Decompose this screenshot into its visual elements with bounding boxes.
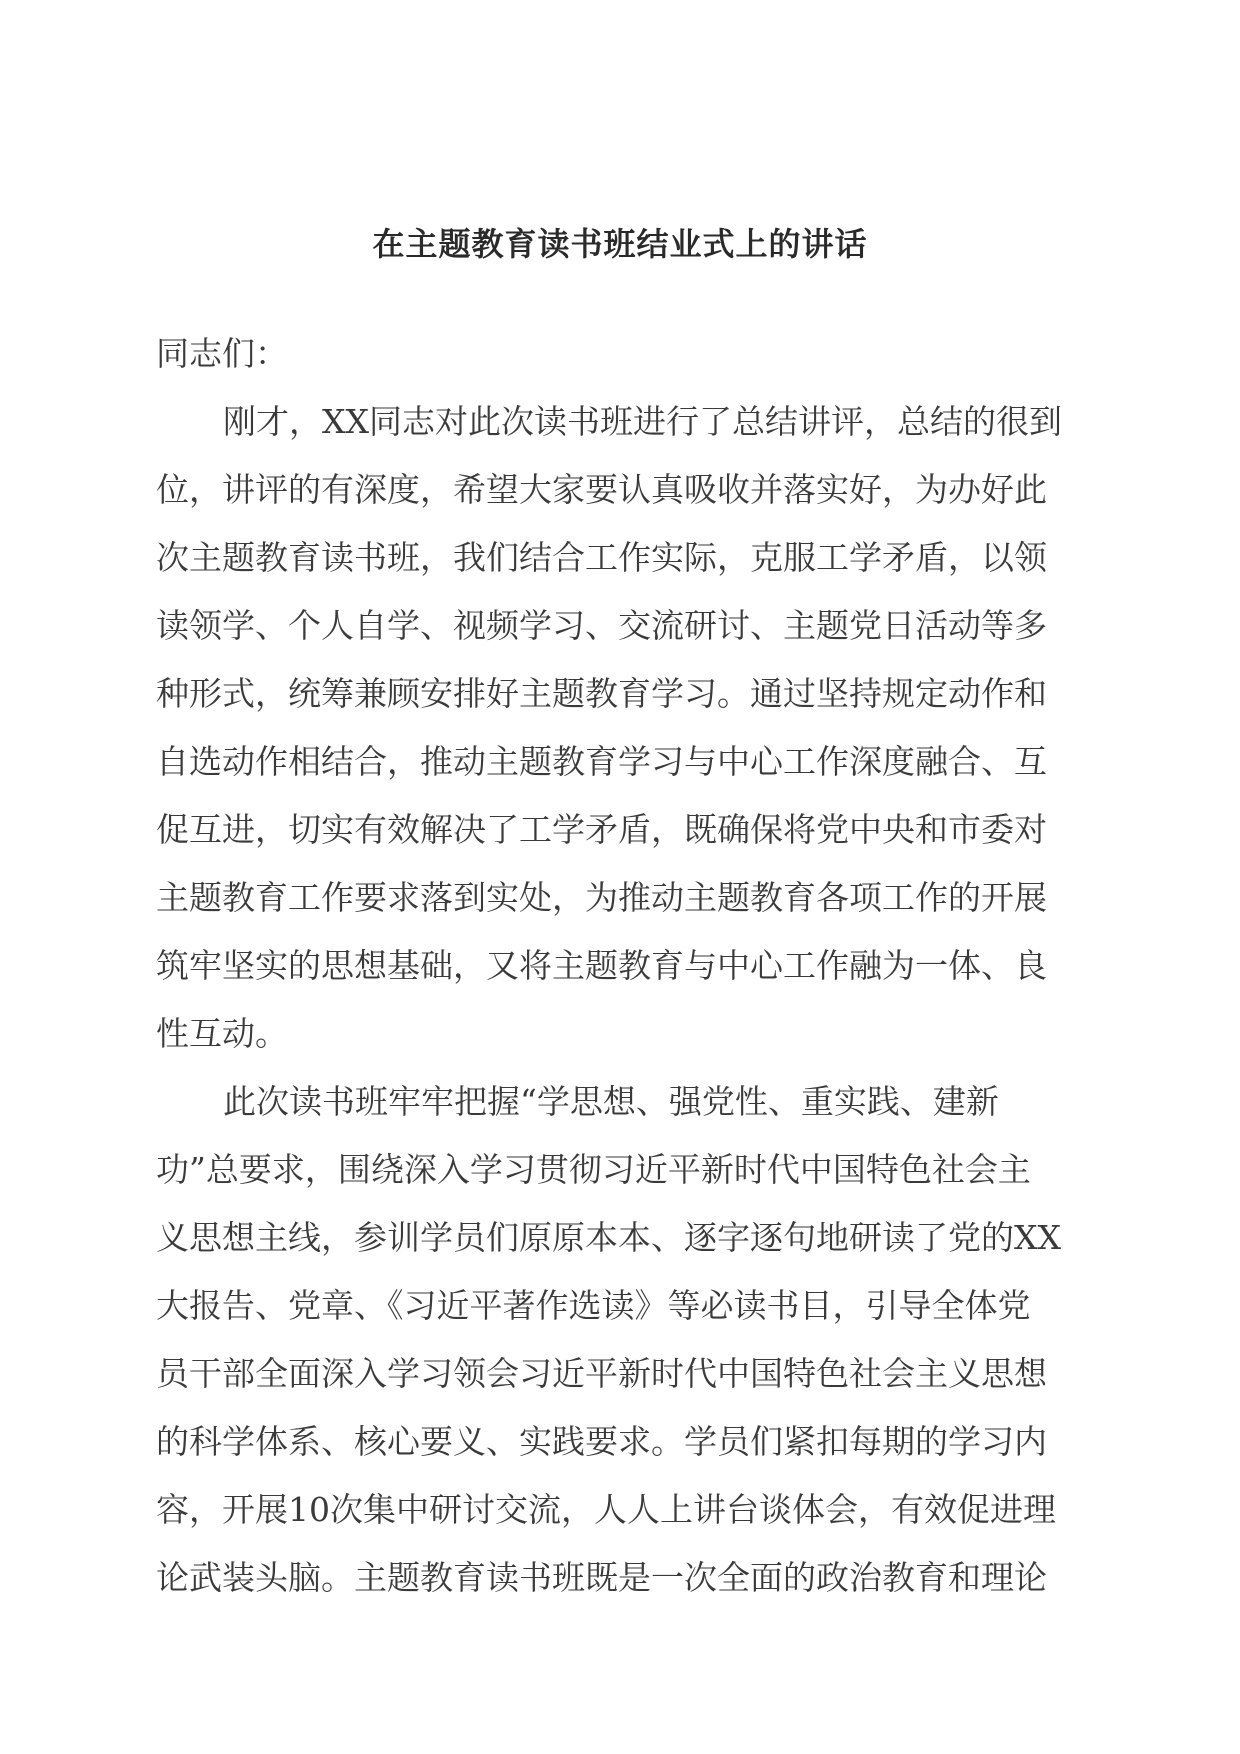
paragraph-line: 位，讲评的有深度，希望大家要认真吸收并落实好，为办好此 <box>156 470 1047 509</box>
paragraph-line: 种形式，统筹兼顾安排好主题教育学习。通过坚持规定动作和 <box>156 674 1047 713</box>
paragraph-line: 义思想主线，参训学员们原原本本、逐字逐句地研读了党的XX <box>156 1218 1061 1257</box>
document-title: 在主题教育读书班结业式上的讲话 <box>372 225 868 263</box>
paragraph-line: 的科学体系、核心要义、实践要求。学员们紧扣每期的学习内 <box>156 1422 1047 1461</box>
paragraph-line: 功”总要求，围绕深入学习贯彻习近平新时代中国特色社会主 <box>156 1150 1031 1189</box>
paragraph-line: 此次读书班牢牢把握“学思想、强党性、重实践、建新 <box>223 1082 999 1121</box>
salutation: 同志们： <box>156 334 288 373</box>
paragraph-line: 次主题教育读书班，我们结合工作实际，克服工学矛盾，以领 <box>156 538 1047 577</box>
paragraph-line: 自选动作相结合，推动主题教育学习与中心工作深度融合、互 <box>156 742 1047 781</box>
document-body <box>156 320 1076 1612</box>
paragraph-line: 主题教育工作要求落到实处，为推动主题教育各项工作的开展 <box>156 878 1047 917</box>
paragraph-line: 员干部全面深入学习领会习近平新时代中国特色社会主义思想 <box>156 1354 1047 1393</box>
paragraph-line: 读领学、个人自学、视频学习、交流研讨、主题党日活动等多 <box>156 606 1047 645</box>
paragraph-line: 筑牢坚实的思想基础，又将主题教育与中心工作融为一体、良 <box>156 946 1047 985</box>
paragraph-line: 大报告、党章、《习近平著作选读》等必读书目，引导全体党 <box>156 1286 1031 1325</box>
paragraph-line: 促互进，切实有效解决了工学矛盾，既确保将党中央和市委对 <box>156 810 1047 849</box>
paragraph-line: 容，开展10次集中研讨交流，人人上讲台谈体会，有效促进理 <box>156 1490 1056 1529</box>
paragraph-line: 论武装头脑。主题教育读书班既是一次全面的政治教育和理论 <box>156 1558 1047 1597</box>
paragraph-line: 刚才，XX同志对此次读书班进行了总结讲评，总结的很到 <box>223 402 1062 441</box>
paragraph-1 <box>156 388 1076 1068</box>
paragraph-2 <box>156 1068 1076 1612</box>
paragraph-line: 性互动。 <box>156 1014 288 1053</box>
